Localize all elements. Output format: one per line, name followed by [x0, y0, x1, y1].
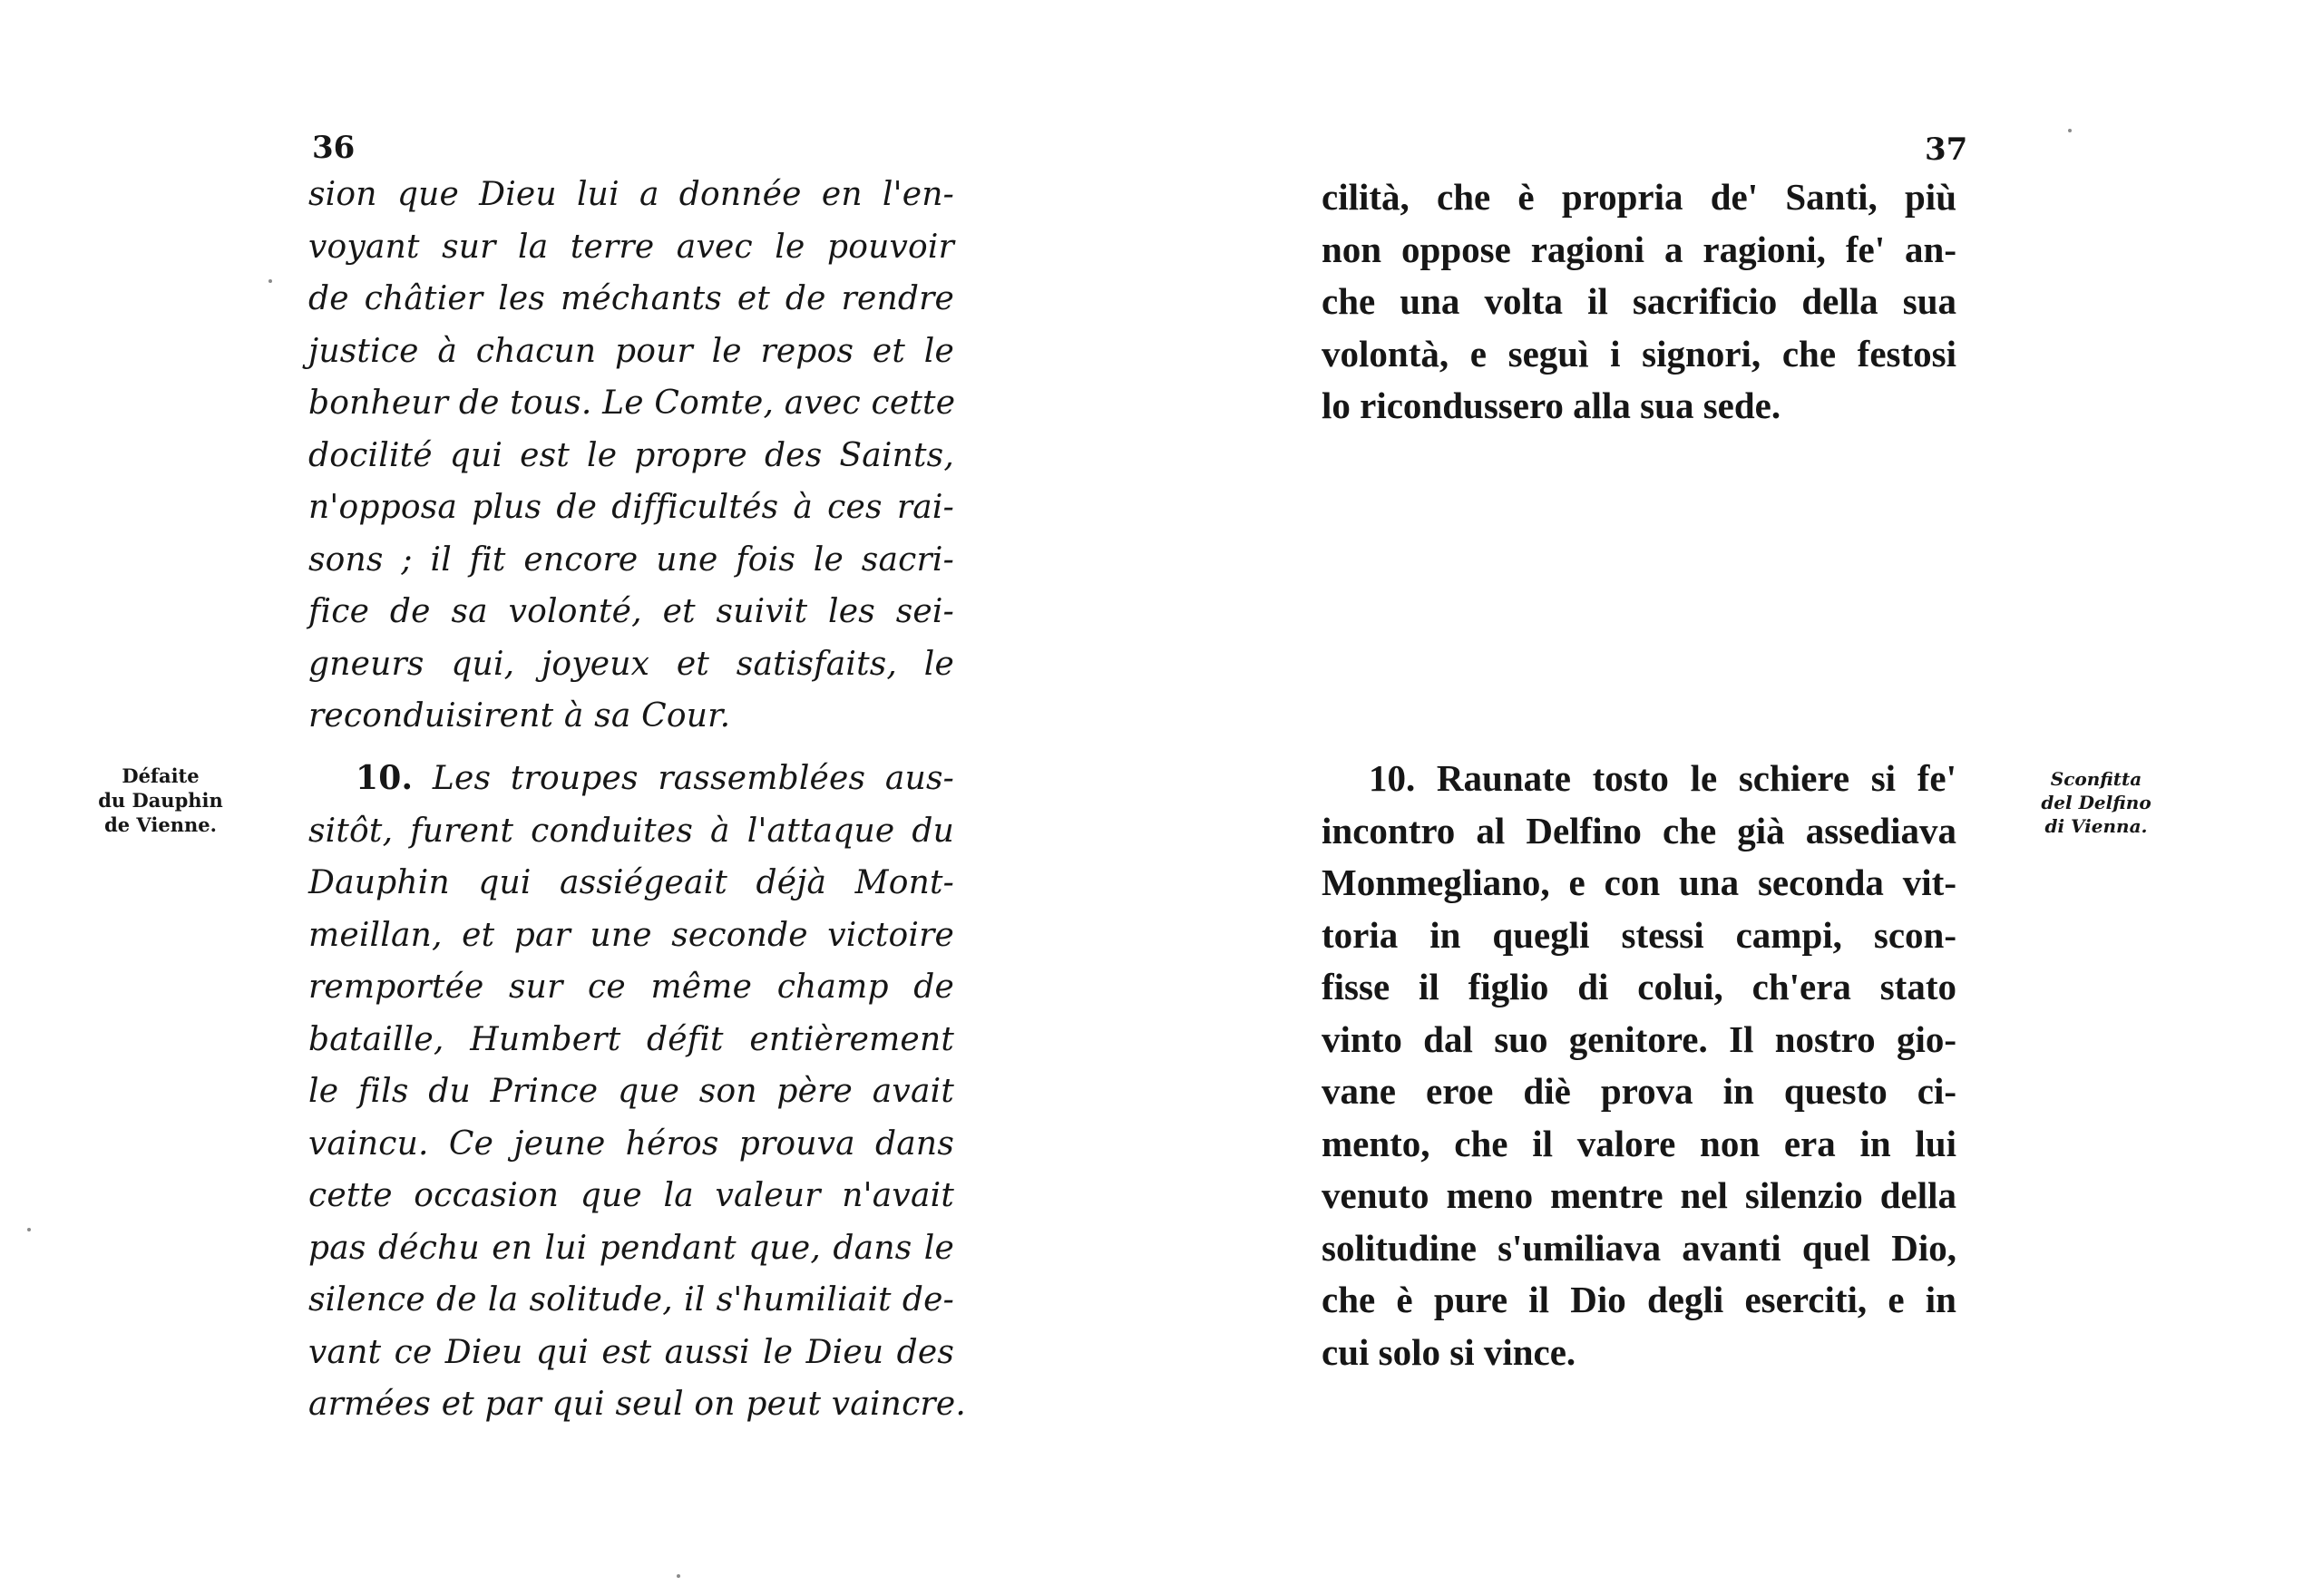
text-line: Dauphin qui assiégeait déjà Mont- [308, 864, 954, 901]
text-line: gneurs qui, joyeux et satisfaits, le [308, 645, 954, 683]
text-line: le fils du Prince que son père avait [308, 1073, 954, 1110]
text-line: cui solo si vince. [1322, 1330, 1576, 1373]
text-line: lo ricondussero alla sua sede. [1322, 384, 1781, 426]
marginal-note [2005, 767, 2187, 838]
text-line: Monmegliano, e con una seconda vit- [1322, 861, 1956, 903]
text-line: armées et par qui seul on peut vaincre. [308, 1386, 966, 1423]
marginal-note-line: Sconfitta [2050, 768, 2142, 790]
text-line-first [308, 753, 954, 805]
text-line: sons ; il fit encore une fois le sacri- [308, 540, 954, 579]
print-speck [268, 279, 272, 283]
marginal-note-line: du Dauphin [98, 789, 223, 812]
paragraph-number: 10. [356, 759, 414, 797]
text-line: reconduisirent à sa Cour. [308, 697, 731, 735]
text-line: vant ce Dieu qui est aussi le Dieu des [308, 1333, 954, 1371]
marginal-note-line: di Vienna. [2044, 815, 2148, 837]
text-line: justice à chacun pour le repos et le [308, 332, 954, 370]
paragraph-italian-continuation [1322, 171, 1956, 433]
text-line: solitudine s'umiliava avanti quel Dio, [1322, 1226, 1956, 1269]
text-line: mento, che il valore non era in lui [1322, 1122, 1956, 1164]
text-line: incontro al Delfino che già assediava [1322, 809, 1956, 852]
paragraph-italian-10 [1322, 753, 1956, 1378]
text-line: remportée sur ce même champ de [308, 968, 954, 1006]
marginal-note-line: de Vienne. [104, 813, 217, 836]
print-speck [27, 1228, 31, 1231]
text-line: de châtier les méchants et de rendre [308, 280, 954, 317]
text-line: vaincu. Ce jeune héros prouva dans [308, 1124, 954, 1163]
text-line: che una volta il sacrificio della sua [1322, 280, 1956, 322]
print-speck [2068, 129, 2072, 132]
text-line: fice de sa volonté, et suivit les sei- [308, 593, 954, 630]
text-line: bonheur de tous. Le Comte, avec cette [308, 384, 956, 422]
text-line: venuto meno mentre nel silenzio della [1322, 1174, 1956, 1216]
text-line: silence de la solitude, il s'humiliait de- [308, 1281, 954, 1319]
text-line: fisse il figlio di colui, ch'era stato [1322, 966, 1956, 1007]
page-number: 37 [1925, 131, 1968, 168]
text-line-first [1322, 753, 1956, 805]
paragraph-french-10 [308, 753, 966, 1431]
text-line: volontà, e seguì i signori, che festosi [1322, 332, 1956, 375]
right-page [1161, 0, 2322, 1596]
text-line: Raunate tosto le schiere si fe' [1436, 757, 1956, 799]
text-line: meillan, et par une seconde victoire [308, 916, 954, 954]
paragraph-number: 10. [1369, 757, 1416, 799]
text-line: docilité qui est le propre des Saints, [308, 436, 954, 474]
text-line: bataille, Humbert défit entièrement [308, 1020, 954, 1058]
text-line: toria in quegli stessi campi, scon- [1322, 913, 1956, 956]
text-line: cilità, che è propria de' Santi, più [1322, 176, 1956, 218]
text-line: cette occasion que la valeur n'avait [308, 1177, 954, 1214]
text-line: vinto dal suo genitore. Il nostro gio- [1322, 1017, 1956, 1060]
marginal-note [74, 764, 247, 837]
marginal-note-line: Défaite [122, 764, 200, 787]
text-line: vane eroe diè prova in questo ci- [1322, 1070, 1956, 1112]
text-line: voyant sur la terre avec le pouvoir [308, 228, 954, 266]
text-line: sion que Dieu lui a donnée en l'en- [308, 176, 954, 213]
marginal-note-line: del Delfino [2041, 792, 2151, 813]
print-speck [677, 1574, 680, 1578]
text-line: n'opposa plus de difficultés à ces rai- [308, 489, 954, 526]
text-line: che è pure il Dio degli eserciti, e in [1322, 1279, 1956, 1320]
text-line: pas déchu en lui pendant que, dans le [308, 1229, 954, 1267]
text-line: non oppose ragioni a ragioni, fe' an- [1322, 228, 1956, 270]
text-line: Les troupes rassemblées aus- [432, 760, 954, 797]
paragraph-french-continuation [308, 169, 954, 743]
page-number: 36 [312, 130, 356, 166]
text-line: sitôt, furent conduites à l'attaque du [308, 812, 954, 850]
